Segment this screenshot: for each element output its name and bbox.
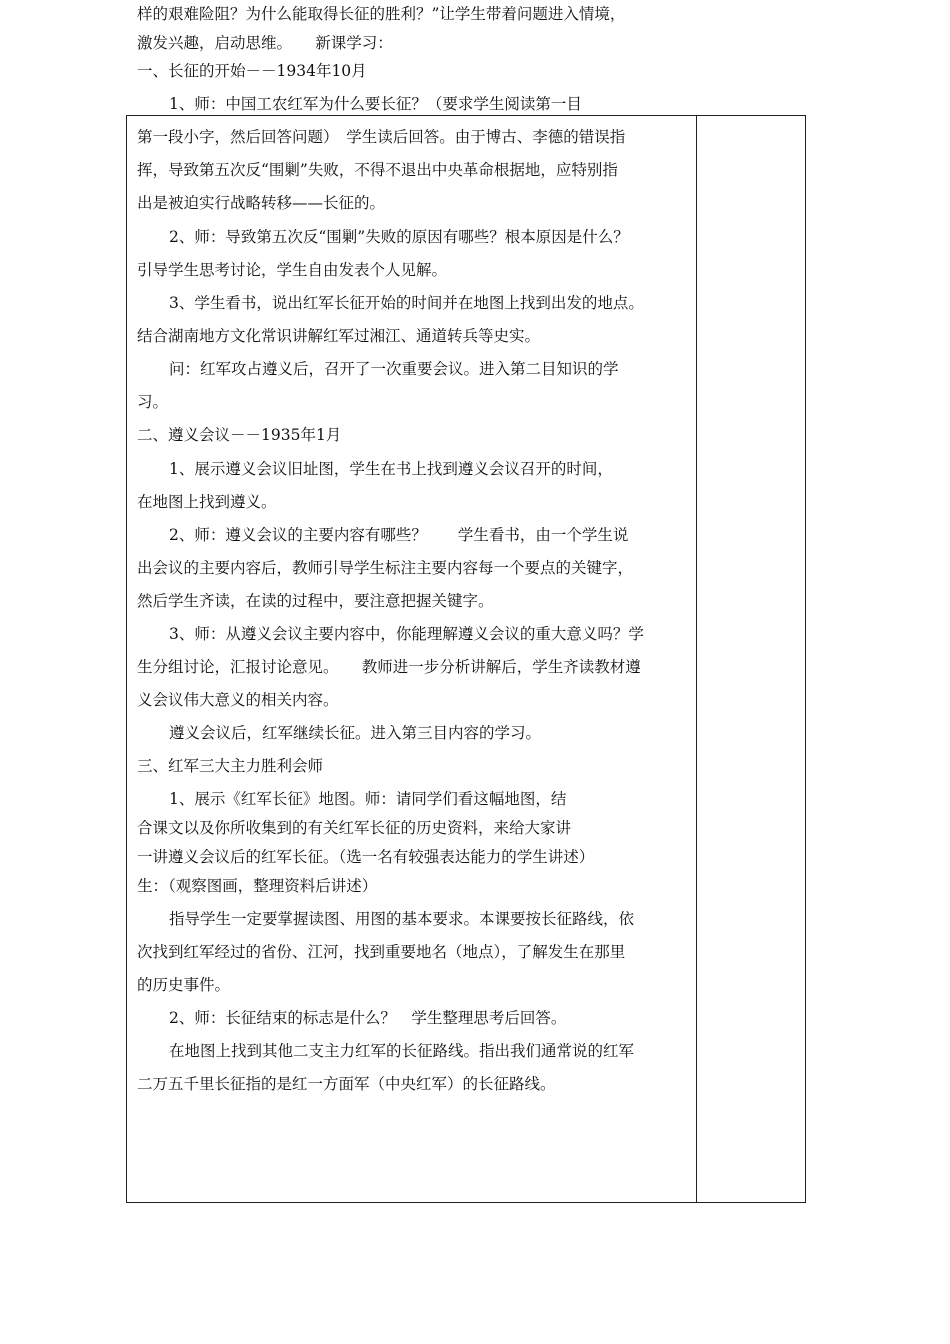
text-line: 一讲遵义会议后的红军长征。（选一名有较强表达能力的学生讲述） (137, 848, 595, 866)
text-line: 引导学生思考讨论，学生自由发表个人见解。 (137, 261, 448, 279)
text-line: 的历史事件。 (137, 976, 231, 994)
text-line: 2、师：遵义会议的主要内容有哪些？ 学生看书，由一个学生说 (169, 526, 629, 544)
text-line: 一、长征的开始－－1934年10月 (137, 62, 367, 80)
text-line: 第一段小字，然后回答问题） 学生读后回答。由于博古、李德的错误指 (137, 128, 626, 146)
text-line: 二、遵义会议－－1935年1月 (137, 426, 342, 444)
text-line: 义会议伟大意义的相关内容。 (137, 691, 339, 709)
text-line: 样的艰难险阻？为什么能取得长征的胜利？”让学生带着问题进入情境， (137, 5, 626, 23)
text-line: 遵义会议后，红军继续长征。进入第三目内容的学习。 (169, 724, 542, 742)
text-line: 在地图上找到遵义。 (137, 493, 277, 511)
text-line: 然后学生齐读，在读的过程中，要注意把握关键字。 (137, 592, 494, 610)
text-line: 次找到红军经过的省份、江河，找到重要地名（地点），了解发生在那里 (137, 943, 626, 961)
text-line: 1、展示遵义会议旧址图，学生在书上找到遵义会议召开的时间， (169, 460, 613, 478)
text-line: 1、展示《红军长征》地图。师：请同学们看这幅地图，结 (169, 790, 567, 808)
text-line: 1、师：中国工农红军为什么要长征？（要求学生阅读第一目 (169, 95, 582, 113)
text-line: 出是被迫实行战略转移——长征的。 (137, 194, 386, 212)
text-line: 习。 (137, 393, 169, 411)
text-line: 结合湖南地方文化常识讲解红军过湘江、通道转兵等史实。 (137, 327, 541, 345)
text-line: 激发兴趣，启动思维。 新课学习： (137, 34, 393, 52)
text-line: 2、师：导致第五次反“围剿”失败的原因有哪些？根本原因是什么？ (169, 228, 629, 246)
text-line: 二万五千里长征指的是红一方面军（中央红军）的长征路线。 (137, 1075, 556, 1093)
text-line: 3、师：从遵义会议主要内容中，你能理解遵义会议的重大意义吗？学 (169, 625, 644, 643)
lesson-table (126, 5, 806, 1203)
text-line: 3、学生看书，说出红军长征开始的时间并在地图上找到出发的地点。 (169, 294, 644, 312)
text-line: 生：（观察图画，整理资料后讲述） (137, 877, 378, 895)
text-line: 合课文以及你所收集到的有关红军长征的历史资料，来给大家讲 (137, 819, 572, 837)
text-line: 三、红军三大主力胜利会师 (137, 757, 324, 775)
text-line: 指导学生一定要掌握读图、用图的基本要求。本课要按长征路线，依 (169, 910, 635, 928)
text-line: 生分组讨论，汇报讨论意见。 教师进一步分析讲解后，学生齐读教材遵 (137, 658, 641, 676)
text-line: 在地图上找到其他二支主力红军的长征路线。指出我们通常说的红军 (169, 1042, 635, 1060)
text-line: 挥，导致第五次反“围剿”失败，不得不退出中央革命根据地，应特别指 (137, 161, 618, 179)
column-divider (696, 116, 697, 1202)
text-line: 问：红军攻占遵义后，召开了一次重要会议。进入第二目知识的学 (169, 360, 619, 378)
text-line: 2、师：长征结束的标志是什么？ 学生整理思考后回答。 (169, 1009, 567, 1027)
text-line: 出会议的主要内容后，教师引导学生标注主要内容每一个要点的关键字， (137, 559, 634, 577)
